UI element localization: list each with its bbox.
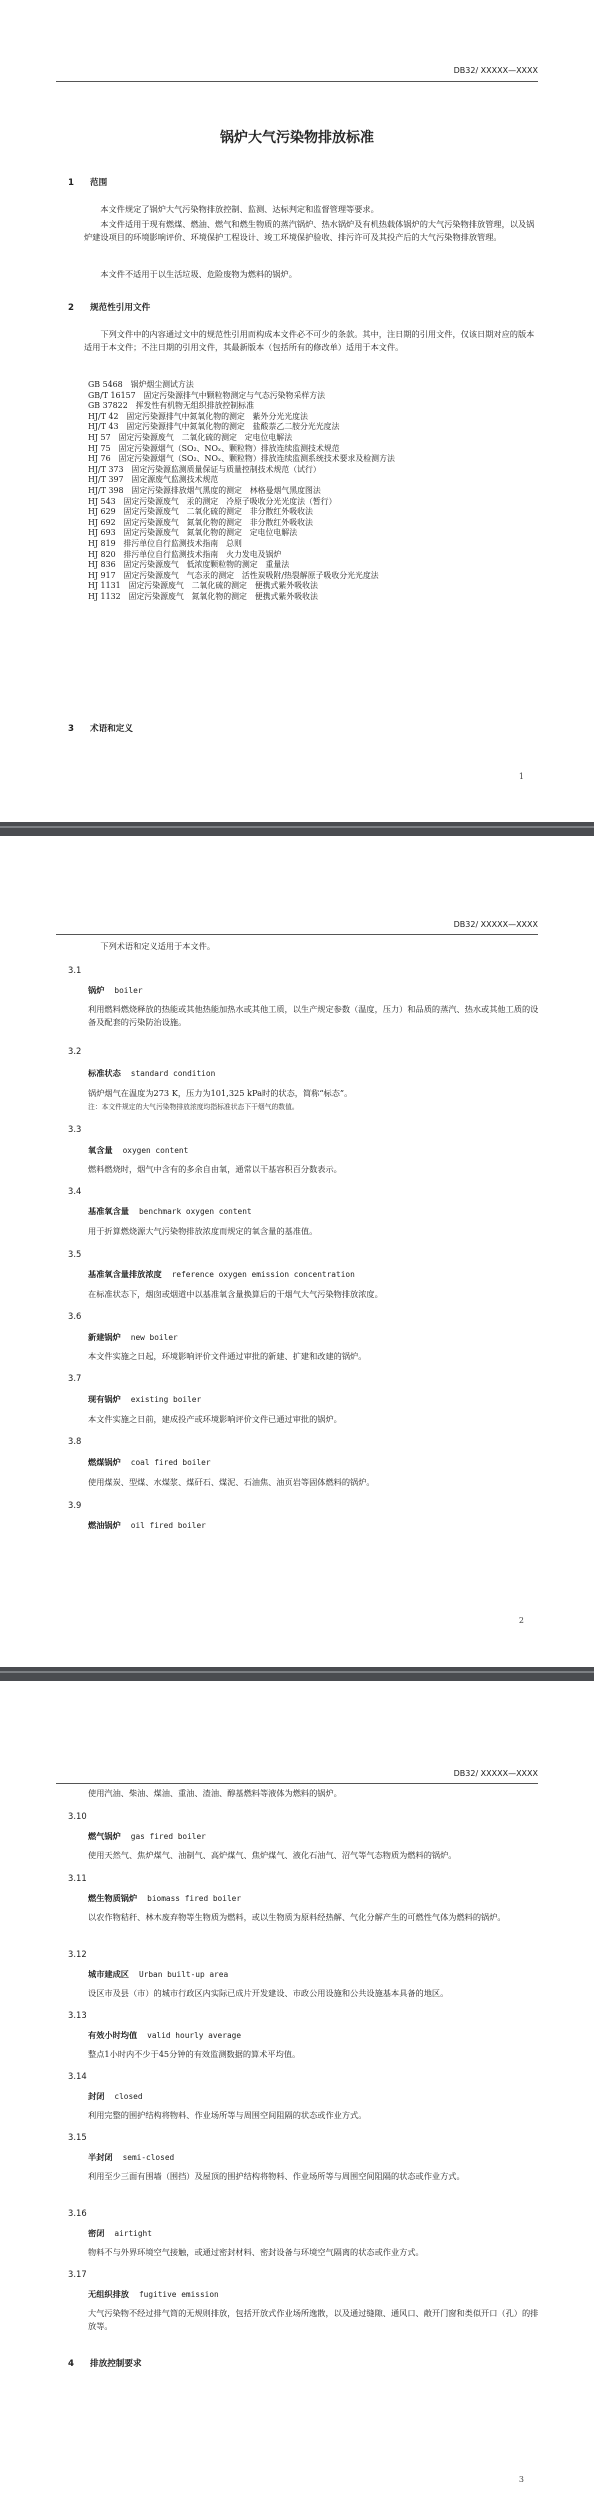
term-definition: 本文件实施之日前，建成投产或环境影响评价文件已通过审批的锅炉。 bbox=[88, 1414, 342, 1424]
term-english: reference oxygen emission concentration bbox=[171, 1270, 355, 1279]
reference-item: HJ 819 排污单位自行监测技术指南 总则 bbox=[88, 538, 242, 548]
section-title: 排放控制要求 bbox=[90, 2359, 142, 2369]
term-definition: 物料不与外界环境空气接触，或通过密封材料、密封设备与环境空气隔离的状态或作业方式。 bbox=[88, 2247, 424, 2257]
term-heading bbox=[88, 1068, 215, 1079]
term-chinese: 封闭 bbox=[88, 2091, 105, 2101]
page-2 bbox=[0, 836, 594, 1667]
term-english: standard condition bbox=[130, 1069, 216, 1078]
reference-item: GB 37822 挥发性有机物无组织排放控制标准 bbox=[88, 401, 254, 411]
term-number: 3.9 bbox=[68, 1500, 82, 1510]
page-number: 2 bbox=[518, 1616, 524, 1625]
term-chinese: 燃气锅炉 bbox=[88, 1831, 121, 1841]
term-chinese: 密闭 bbox=[88, 2228, 105, 2238]
term-number: 3.10 bbox=[68, 1811, 87, 1821]
term-heading bbox=[88, 2152, 174, 2163]
section-number: 1 bbox=[68, 178, 74, 188]
term-number: 3.17 bbox=[68, 2269, 87, 2279]
term-chinese: 锅炉 bbox=[88, 985, 105, 995]
page-separator bbox=[0, 822, 594, 836]
term-definition: 设区市及县（市）的城市行政区内实际已成片开发建设、市政公用设施和公共设施基本具备的地区。 bbox=[88, 1988, 449, 1998]
term-definition: 利用至少三面有围墙（围挡）及屋顶的围护结构将物料、作业场所等与周围空间阻隔的状态或作业方式。 bbox=[88, 2171, 465, 2181]
reference-item: HJ/T 42 固定污染源排气中氮氧化物的测定 紫外分光光度法 bbox=[88, 411, 308, 421]
paragraph: 下列文件中的内容通过文中的规范性引用而构成本文件必不可少的条款。其中，注日期的引用文件，仅该日期对应的版本适用于本文件；不注日期的引用文件，其最新版本（包括所有的修改单）适用于本文件。 bbox=[84, 329, 535, 352]
section-title: 规范性引用文件 bbox=[90, 303, 151, 313]
term-heading bbox=[88, 1269, 355, 1280]
reference-item: HJ 1132 固定污染源废气 氮氧化物的测定 便携式紫外吸收法 bbox=[88, 591, 318, 601]
term-definition: 利用燃料燃烧释放的热能或其他热能加热水或其他工质，以生产规定参数（温度，压力）和品质的蒸汽、热水或其他工质的设备及配套的污染防治设施。 bbox=[88, 1004, 539, 1027]
term-number: 3.5 bbox=[68, 1249, 82, 1259]
reference-item: HJ 836 固定污染源废气 低浓度颗粒物的测定 重量法 bbox=[88, 560, 290, 570]
section-number: 3 bbox=[68, 724, 74, 734]
paragraph: 本文件适用于现有燃煤、燃油、燃气和燃生物质的蒸汽锅炉、热水锅炉及有机热载体锅炉的大气污染物排放管理，以及锅炉建设项目的环境影响评价、环境保护工程设计、竣工环境保护验收、排污许可及其投产后的大气污染物排放管理。 bbox=[84, 219, 535, 242]
term-number: 3.1 bbox=[68, 965, 82, 975]
term-english: oxygen content bbox=[122, 1146, 189, 1155]
term-chinese: 无组织排放 bbox=[88, 2289, 129, 2299]
term-heading bbox=[88, 1394, 201, 1405]
term-chinese: 新建锅炉 bbox=[88, 1332, 121, 1342]
term-chinese: 有效小时均值 bbox=[88, 2030, 138, 2040]
term-number: 3.16 bbox=[68, 2208, 87, 2218]
term-number: 3.8 bbox=[68, 1436, 82, 1446]
reference-list bbox=[88, 380, 538, 602]
term-heading bbox=[88, 1969, 228, 1980]
term-heading bbox=[88, 1831, 206, 1842]
reference-item: HJ 693 固定污染源废气 氮氧化物的测定 定电位电解法 bbox=[88, 528, 298, 538]
section-number: 4 bbox=[68, 2359, 74, 2369]
standard-number: DB32/ XXXXX—XXXX bbox=[453, 1769, 538, 1778]
term-chinese: 城市建成区 bbox=[88, 1969, 129, 1979]
term-definition: 大气污染物不经过排气筒的无规则排放，包括开放式作业场所逸散，以及通过缝隙、通风口、敞开门窗和类似开口（孔）的排放等。 bbox=[88, 2308, 539, 2331]
term-heading bbox=[88, 1206, 252, 1217]
term-english: Urban built-up area bbox=[138, 1970, 229, 1979]
term-definition: 整点1小时内不少于45分钟的有效监测数据的算术平均值。 bbox=[88, 2049, 301, 2059]
term-number: 3.6 bbox=[68, 1311, 82, 1321]
page-3 bbox=[0, 1681, 594, 2519]
term-heading bbox=[88, 1457, 211, 1468]
term-english: coal fired boiler bbox=[130, 1458, 211, 1467]
page-number: 3 bbox=[518, 2475, 524, 2484]
term-definition: 使用天然气、焦炉煤气、油制气、高炉煤气、焦炉煤气、液化石油气、沼气等气态物质为燃料的锅炉。 bbox=[88, 1850, 457, 1860]
term-number: 3.3 bbox=[68, 1124, 82, 1134]
reference-item: HJ 75 固定污染源烟气（SO₂、NOₓ、颗粒物）排放连续监测技术规范 bbox=[88, 443, 340, 453]
section-2-heading bbox=[68, 301, 150, 313]
reference-item: HJ/T 373 固定污染源监测质量保证与质量控制技术规范（试行） bbox=[88, 464, 321, 474]
reference-item: HJ 57 固定污染源废气 二氧化硫的测定 定电位电解法 bbox=[88, 432, 293, 442]
term-number: 3.11 bbox=[68, 1873, 87, 1883]
term-english: semi-closed bbox=[122, 2153, 175, 2162]
term-chinese: 现有锅炉 bbox=[88, 1394, 121, 1404]
page-number: 1 bbox=[518, 772, 524, 781]
term-heading bbox=[88, 2228, 152, 2239]
term-english: airtight bbox=[114, 2229, 152, 2238]
term-definition: 锅炉烟气在温度为273 K，压力为101,325 kPa时的状态，简称“标态”。 bbox=[88, 1088, 353, 1098]
reference-item: HJ/T 397 固定源废气监测技术规范 bbox=[88, 475, 219, 485]
term-english: fugitive emission bbox=[138, 2290, 219, 2299]
reference-item: HJ 1131 固定污染源废气 二氧化硫的测定 便携式紫外吸收法 bbox=[88, 581, 318, 591]
term-number: 3.14 bbox=[68, 2071, 87, 2081]
page-separator bbox=[0, 1667, 594, 1681]
term-english: gas fired boiler bbox=[130, 1832, 206, 1841]
term-heading bbox=[88, 2030, 241, 2041]
term-definition: 燃料燃烧时，烟气中含有的多余自由氧，通常以干基容积百分数表示。 bbox=[88, 1164, 342, 1174]
term-number: 3.15 bbox=[68, 2132, 87, 2142]
term-definition: 用于折算燃烧源大气污染物排放浓度而规定的氧含量的基准值。 bbox=[88, 1226, 318, 1236]
reference-item: HJ 543 固定污染源废气 汞的测定 冷原子吸收分光光度法（暂行） bbox=[88, 496, 337, 506]
section-3-heading bbox=[68, 722, 133, 734]
term-number: 3.2 bbox=[68, 1046, 82, 1056]
reference-item: HJ 76 固定污染源烟气（SO₂、NOₓ、颗粒物）排放连续监测系统技术要求及检测方法 bbox=[88, 454, 395, 464]
term-english: new boiler bbox=[130, 1333, 178, 1342]
term-number: 3.13 bbox=[68, 2010, 87, 2020]
section-number: 2 bbox=[68, 303, 74, 313]
term-english: biomass fired boiler bbox=[147, 1894, 242, 1903]
standard-number: DB32/ XXXXX—XXXX bbox=[453, 920, 538, 929]
term-chinese: 基准氧含量排放浓度 bbox=[88, 1269, 162, 1279]
term-definition: 使用煤炭、型煤、水煤浆、煤矸石、煤泥、石油焦、油页岩等固体燃料的锅炉。 bbox=[88, 1477, 375, 1487]
term-english: benchmark oxygen content bbox=[138, 1207, 252, 1216]
reference-item: GB 5468 锅炉烟尘测试方法 bbox=[88, 380, 194, 389]
term-chinese: 半封闭 bbox=[88, 2152, 113, 2162]
page-1 bbox=[0, 0, 594, 822]
reference-item: HJ 917 固定污染源废气 气态汞的测定 活性炭吸附/热裂解原子吸收分光光度法 bbox=[88, 570, 379, 580]
paragraph: 下列术语和定义适用于本文件。 bbox=[100, 941, 216, 951]
reference-item: HJ 820 排污单位自行监测技术指南 火力发电及锅炉 bbox=[88, 549, 282, 559]
term-heading bbox=[88, 985, 143, 996]
term-number: 3.4 bbox=[68, 1186, 82, 1196]
header-rule bbox=[56, 934, 538, 935]
term-definition: 使用汽油、柴油、煤油、重油、渣油、醇基燃料等液体为燃料的锅炉。 bbox=[88, 1788, 342, 1798]
paragraph: 本文件规定了锅炉大气污染物排放控制、监测、达标判定和监督管理等要求。 bbox=[100, 204, 379, 214]
term-english: existing boiler bbox=[130, 1395, 202, 1404]
term-number: 3.12 bbox=[68, 1949, 87, 1959]
term-note: 注：本文件规定的大气污染物排放浓度均指标准状态下干烟气的数值。 bbox=[88, 1103, 299, 1111]
term-definition: 在标准状态下，烟囱或烟道中以基准氧含量换算后的干烟气大气污染物排放浓度。 bbox=[88, 1289, 383, 1299]
term-heading bbox=[88, 1893, 241, 1904]
term-heading bbox=[88, 1332, 178, 1343]
standard-number: DB32/ XXXXX—XXXX bbox=[453, 66, 538, 75]
reference-item: GB/T 16157 固定污染源排气中颗粒物测定与气态污染物采样方法 bbox=[88, 390, 326, 400]
term-definition: 利用完整的围护结构将物料、作业场所等与周围空间阻隔的状态或作业方式。 bbox=[88, 2110, 367, 2120]
term-chinese: 燃生物质锅炉 bbox=[88, 1893, 138, 1903]
section-title: 范围 bbox=[90, 178, 108, 188]
term-heading bbox=[88, 2289, 219, 2300]
term-chinese: 氧含量 bbox=[88, 1145, 113, 1155]
term-chinese: 燃油锅炉 bbox=[88, 1520, 121, 1530]
term-chinese: 标准状态 bbox=[88, 1068, 121, 1078]
paragraph: 本文件不适用于以生活垃圾、危险废物为燃料的锅炉。 bbox=[100, 269, 297, 279]
term-definition: 本文件实施之日起，环境影响评价文件通过审批的新建、扩建和改建的锅炉。 bbox=[88, 1351, 367, 1361]
reference-item: HJ/T 398 固定污染源排放烟气黑度的测定 林格曼烟气黑度图法 bbox=[88, 485, 321, 495]
term-definition: 以农作物秸秆、林木废弃物等生物质为燃料，或以生物质为原料经热解、气化分解产生的可燃性气体为燃料的锅炉。 bbox=[88, 1912, 506, 1922]
term-chinese: 基准氧含量 bbox=[88, 1206, 129, 1216]
reference-item: HJ/T 43 固定污染源排气中氮氧化物的测定 盐酸萘乙二胺分光光度法 bbox=[88, 422, 340, 432]
term-number: 3.7 bbox=[68, 1373, 82, 1383]
reference-item: HJ 629 固定污染源废气 二氧化硫的测定 非分散红外吸收法 bbox=[88, 507, 313, 517]
term-heading bbox=[88, 2091, 143, 2102]
term-heading bbox=[88, 1145, 188, 1156]
section-title: 术语和定义 bbox=[90, 724, 133, 734]
term-english: valid hourly average bbox=[147, 2031, 242, 2040]
reference-item: HJ 692 固定污染源废气 氮氧化物的测定 非分散红外吸收法 bbox=[88, 517, 313, 527]
term-heading bbox=[88, 1520, 206, 1531]
document-title: 锅炉大气污染物排放标准 bbox=[220, 130, 374, 146]
header-rule bbox=[56, 81, 538, 82]
term-english: boiler bbox=[114, 986, 143, 995]
section-4-heading bbox=[68, 2357, 142, 2369]
term-english: closed bbox=[114, 2092, 143, 2101]
term-english: oil fired boiler bbox=[130, 1521, 206, 1530]
section-1-heading bbox=[68, 176, 107, 188]
header-rule bbox=[56, 1783, 538, 1784]
term-chinese: 燃煤锅炉 bbox=[88, 1457, 121, 1467]
